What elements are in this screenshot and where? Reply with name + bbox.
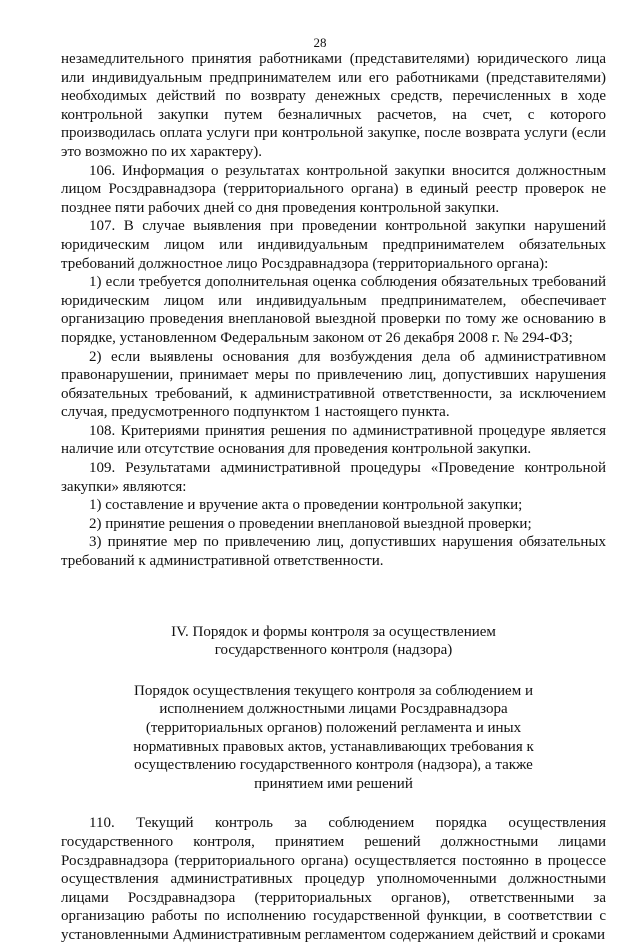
paragraph-107-item-1: 1) если требуется дополнительная оценка соблюдения обязательных требований юридическим лицом или индивидуальным предпринимателем, обеспечивает организацию проведения внеплановой выездной проверки по тому же основанию в порядке, установленном Федеральным законом от 26 декабря 2008 г. № 294-ФЗ; xyxy=(61,274,606,346)
paragraph-109-item-2: 2) принятие решения о проведении внеплановой выездной проверки; xyxy=(89,515,532,532)
subsection-heading-line-1: Порядок осуществления текущего контроля за соблюдением и xyxy=(134,682,533,699)
subsection-heading-line-2: исполнением должностными лицами Росздравнадзора xyxy=(159,701,508,718)
paragraph-continuation: незамедлительного принятия работниками (представителями) юридического лица или индивидуальным предпринимателем или его работниками (представителями) необходимых действий по возврату денежных средств, перечисленных в ходе контрольной закупки путем безналичных расчетов, на счет, с которого производилась оплата услуги при контрольной закупке, после возврата услуги (если это возможно по их характеру). xyxy=(61,51,606,160)
paragraph-107-item-2: 2) если выявлены основания для возбуждения дела об административном правонарушении, принимает меры по привлечению лиц, допустивших нарушения обязательных требований, к административной ответственности, за исключением случая, предусмотренного подпунктом 1 настоящего пункта. xyxy=(61,348,606,421)
paragraph-109-item-3: 3) принятие мер по привлечению лиц, допустивших нарушения обязательных требований к административной ответственности. xyxy=(61,534,606,570)
paragraph-109: 109. Результатами административной процедуры «Проведение контрольной закупки» являются: xyxy=(61,460,606,495)
subsection-heading xyxy=(61,682,606,794)
section-heading xyxy=(61,623,606,660)
document-body xyxy=(61,50,606,945)
paragraph-108: 108. Критериями принятия решения по административной процедуре является наличие или отсутствие основания для проведения контрольной закупки. xyxy=(61,422,606,458)
section-heading-line-1: IV. Порядок и формы контроля за осуществлением xyxy=(171,623,496,640)
subsection-heading-line-6: принятием ими решений xyxy=(254,775,413,792)
paragraph-109-item-1: 1) составление и вручение акта о проведении контрольной закупки; xyxy=(89,497,523,514)
section-heading-line-2: государственного контроля (надзора) xyxy=(214,642,453,659)
subsection-heading-line-5: осуществлению государственного контроля (надзора), а также xyxy=(134,757,533,774)
paragraph-110: 110. Текущий контроль за соблюдением порядка осуществления государственного контроля, принятием решений должностными лицами Росздравнадзора (территориального органа) осуществляется постоянно в процессе осуществления административных процедур уполномоченными должностными лицами Росздравнадзора (территориальных органов), ответственными за организацию работы по исполнению государственной функции, в соответствии с установленными Административным регламентом содержанием действий и сроками xyxy=(61,815,606,943)
page-number: 28 xyxy=(313,35,327,50)
subsection-heading-line-4: нормативных правовых актов, устанавливающих требования к xyxy=(133,738,534,755)
paragraph-107: 107. В случае выявления при проведении контрольной закупки нарушений юридическим лицом или индивидуальным предпринимателем обязательных требований должностное лицо Росздравнадзора (территориального органа): xyxy=(61,218,606,272)
paragraph-106: 106. Информация о результатах контрольной закупки вносится должностным лицом Росздравнадзора (территориального органа) в единый реестр проверок не позднее пяти рабочих дней со дня проведения контрольной закупки. xyxy=(61,162,606,216)
subsection-heading-line-3: (территориальных органов) положений регламента и иных xyxy=(145,720,522,736)
